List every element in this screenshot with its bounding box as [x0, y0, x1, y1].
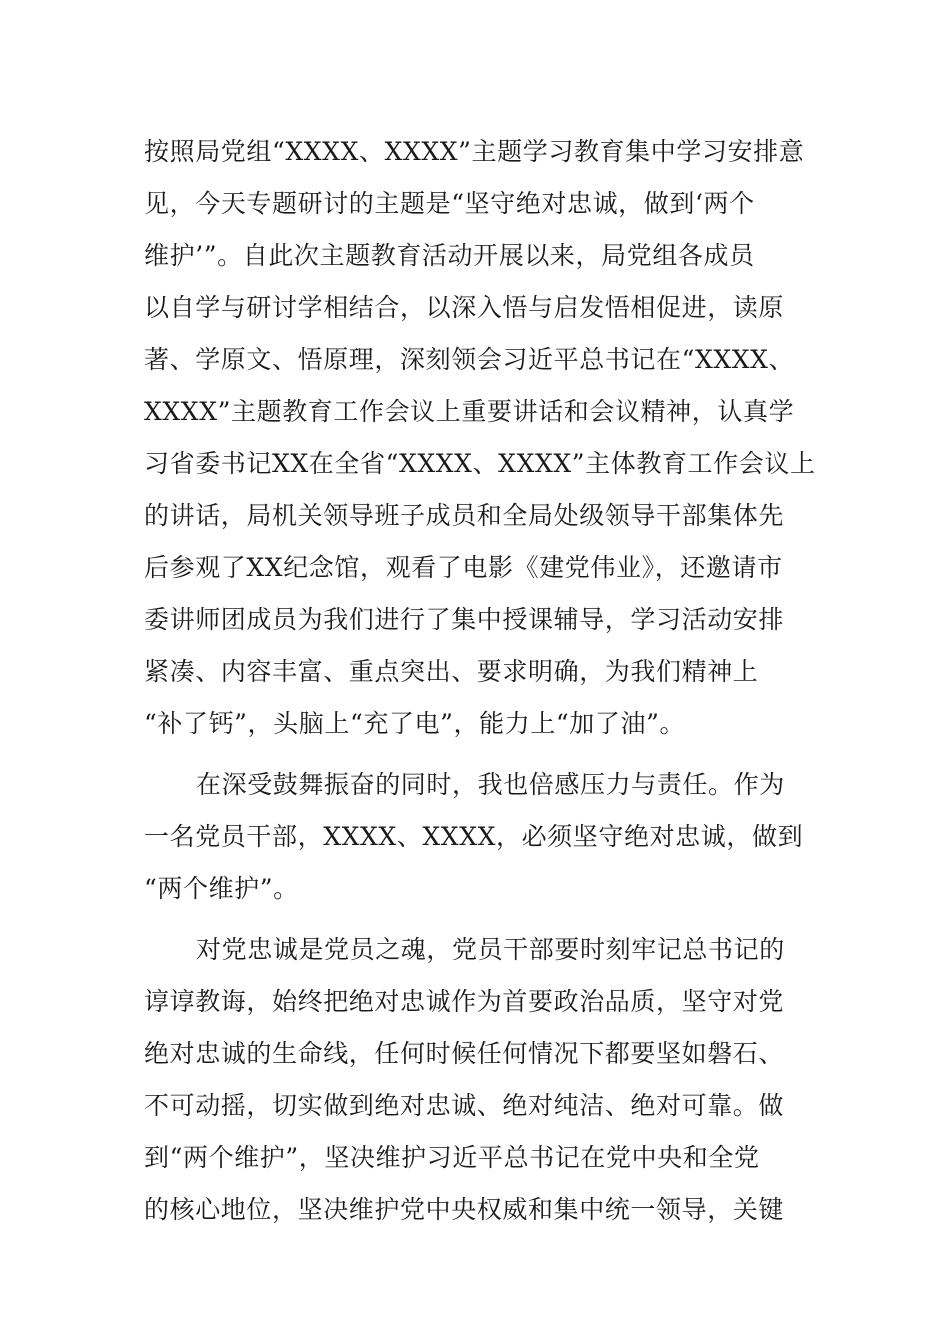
- text-line: 维护’”。自此次主题教育活动开展以来，局党组各成员: [144, 241, 755, 270]
- text-line: “补了钙”，头脑上“充了电”，能力上“加了油”。: [144, 709, 686, 738]
- text-line: 的核心地位，坚决维护党中央权威和集中统一领导，关键: [144, 1195, 785, 1224]
- text-line: 到“两个维护”，坚决维护习近平总书记在党中央和全党: [144, 1143, 760, 1172]
- text-line: 见，今天专题研讨的主题是“坚守绝对忠诚，做到‘两个: [144, 189, 755, 218]
- text-line: “两个维护”。: [144, 874, 299, 903]
- paragraph-spacer: [144, 915, 804, 924]
- text-line: XXXX”主题教育工作会议上重要讲话和会议精神，认真学: [144, 397, 795, 426]
- text-line: 对党忠诚是党员之魂，党员干部要时刻牢记总书记的: [196, 935, 785, 964]
- document-body: [144, 126, 816, 1236]
- text-line: 按照局党组“XXXX、XXXX”主题学习教育集中学习安排意: [144, 137, 805, 166]
- text-line: 的讲话，局机关领导班子成员和全局处级领导干部集体先: [144, 501, 785, 530]
- text-line: 绝对忠诚的生命线，任何时候任何情况下都要坚如磐石、: [144, 1039, 785, 1068]
- paragraph-1: [144, 126, 816, 750]
- text-line: 一名党员干部，XXXX、XXXX，必须坚守绝对忠诚，做到: [144, 822, 804, 851]
- paragraph-3: [144, 924, 804, 1236]
- paragraph-2: [144, 759, 804, 915]
- text-line: 紧凑、内容丰富、重点突出、要求明确，为我们精神上: [144, 657, 759, 686]
- text-line: 不可动摇，切实做到绝对忠诚、绝对纯洁、绝对可靠。做: [144, 1091, 785, 1120]
- text-line: 以自学与研讨学相结合，以深入悟与启发悟相促进，读原: [144, 293, 785, 322]
- text-line: 委讲师团成员为我们进行了集中授课辅导，学习活动安排: [144, 605, 785, 634]
- text-line: 在深受鼓舞振奋的同时，我也倍感压力与责任。作为: [196, 770, 785, 799]
- text-line: 谆谆教诲，始终把绝对忠诚作为首要政治品质，坚守对党: [144, 987, 785, 1016]
- text-line: 后参观了XX纪念馆，观看了电影《建党伟业》，还邀请市: [144, 553, 783, 582]
- text-line: 著、学原文、悟原理，深刻领会习近平总书记在“XXXX、: [144, 345, 795, 374]
- paragraph-spacer: [144, 750, 804, 759]
- text-line: 习省委书记XX在全省“XXXX、XXXX”主体教育工作会议上: [144, 449, 816, 478]
